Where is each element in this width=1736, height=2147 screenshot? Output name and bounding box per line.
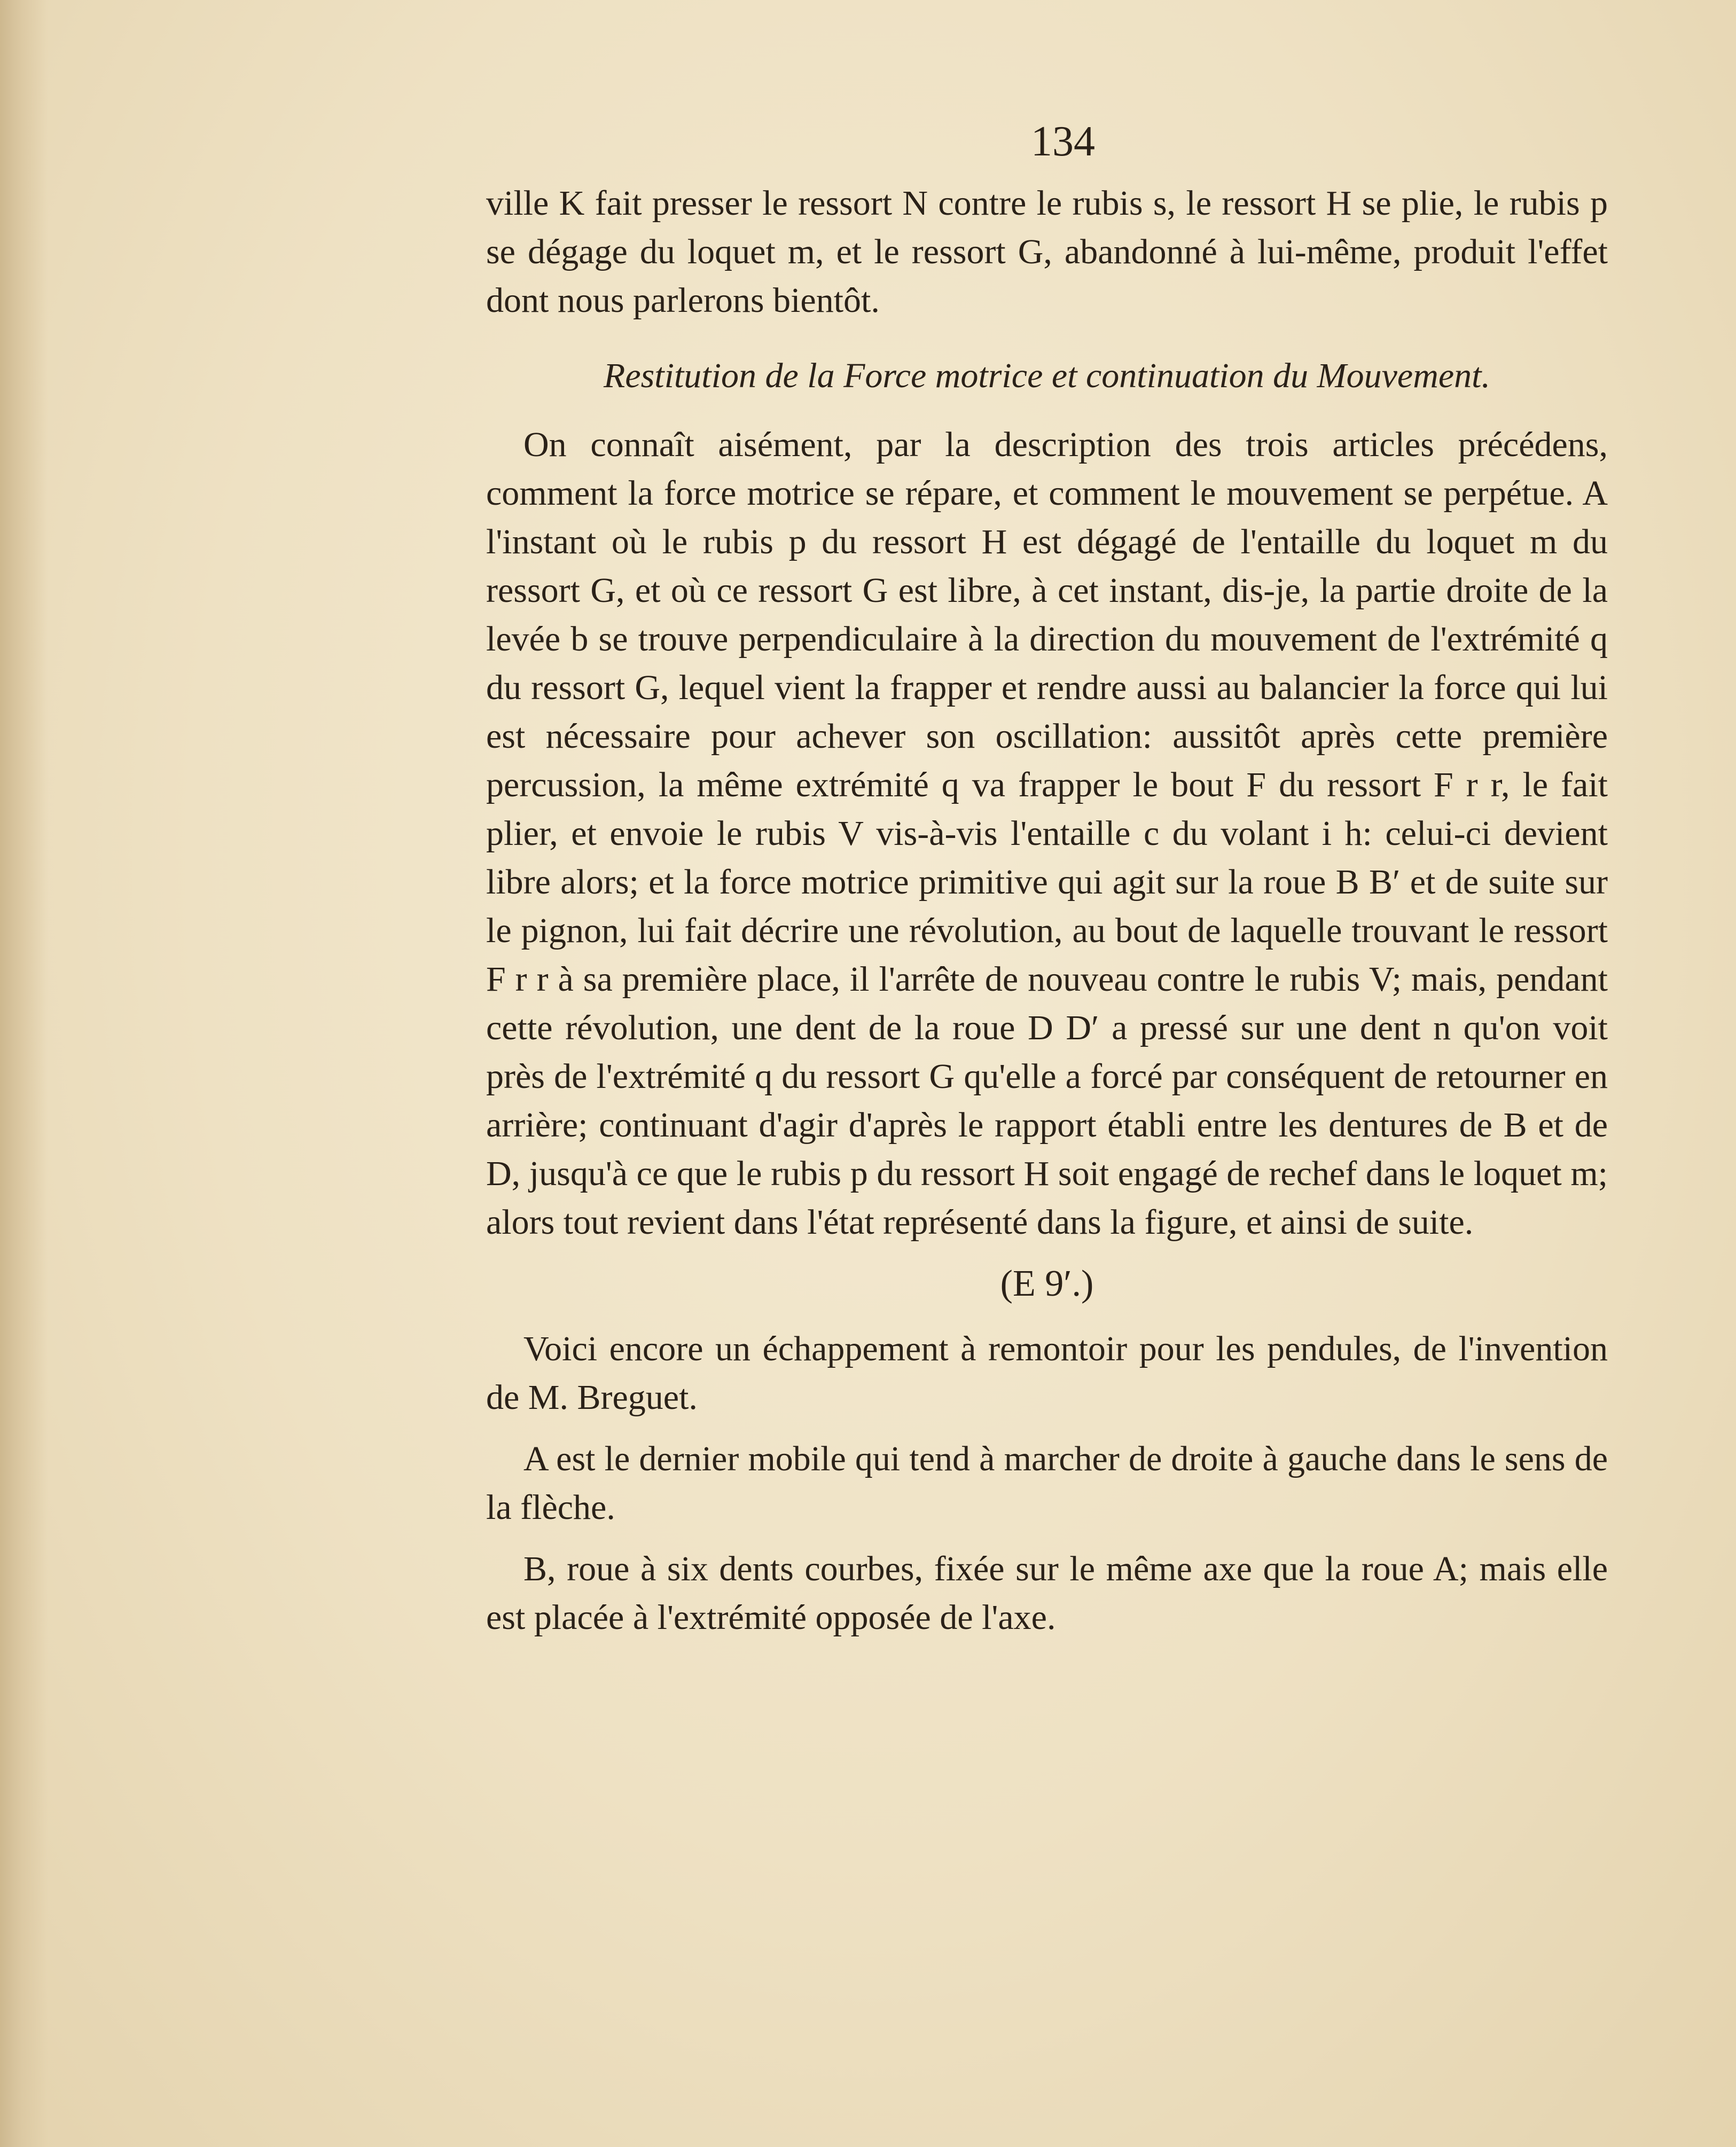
paragraph-continued: ville K fait presser le ressort N contre le rubis s, le ressort H se plie, le rubis p se dégage du loquet m, et le ressort G, abandonné à lui-même, produit l'effet dont nous parlerons bientôt. [486, 184, 1608, 320]
paragraph-mobile-a: A est le dernier mobile qui tend à marcher de droite à gauche dans le sens de la flèche. [486, 1439, 1608, 1527]
section-heading: Restitution de la Force motrice et continuation du Mouvement. [604, 356, 1490, 395]
page-number: 134 [1031, 118, 1095, 165]
paragraph-intro-breguet: Voici encore un échappement à remontoir pour les pendules, de l'invention de M. Breguet. [486, 1329, 1608, 1417]
paragraph-restitution: On connaît aisément, par la description des trois articles précédens, comment la force motrice se répare, et comment le mouvement se perpétue. A l'instant où le rubis p du ressort H est dégagé de l'entaille du loquet m du ressort G, et où ce ressort G est libre, à cet instant, dis-je, la partie droite de la levée b se trouve perpendiculaire à la direction du mouvement de l'extrémité q du ressort G, lequel vient la frapper et rendre aussi au balancier la force qui lui est nécessaire pour achever son oscillation: aussitôt après cette première percussion, la même extrémité q va frapper le bout F du ressort F r r, le fait plier, et envoie le rubis V vis-à-vis l'entaille c du volant i h: celui-ci devient libre alors; et la force motrice primitive qui agit sur la roue B B′ et de suite sur le pignon, lui fait décrire une révolution, au bout de laquelle trouvant le ressort F r r à sa première place, il l'arrête de nouveau contre le rubis V; mais, pendant cette révolution, une dent de la roue D D′ a pressé sur une dent n qu'on voit près de l'extrémité q du ressort G qu'elle a forcé par conséquent de retourner en arrière; continuant d'agir d'après le rapport établi entre les dentures de B et de D, jusqu'à ce que le rubis p du ressort H soit engagé de rechef dans le loquet m; alors tout revient dans l'état représenté dans la figure, et ainsi de suite. [486, 425, 1608, 1242]
page-gutter-shadow [0, 0, 48, 2147]
paragraph-roue-b: B, roue à six dents courbes, fixée sur le même axe que la roue A; mais elle est placée à l'extrémité opposée de l'axe. [486, 1549, 1608, 1637]
text-block [486, 115, 1608, 1642]
section-label: (E 9′.) [1000, 1263, 1094, 1304]
